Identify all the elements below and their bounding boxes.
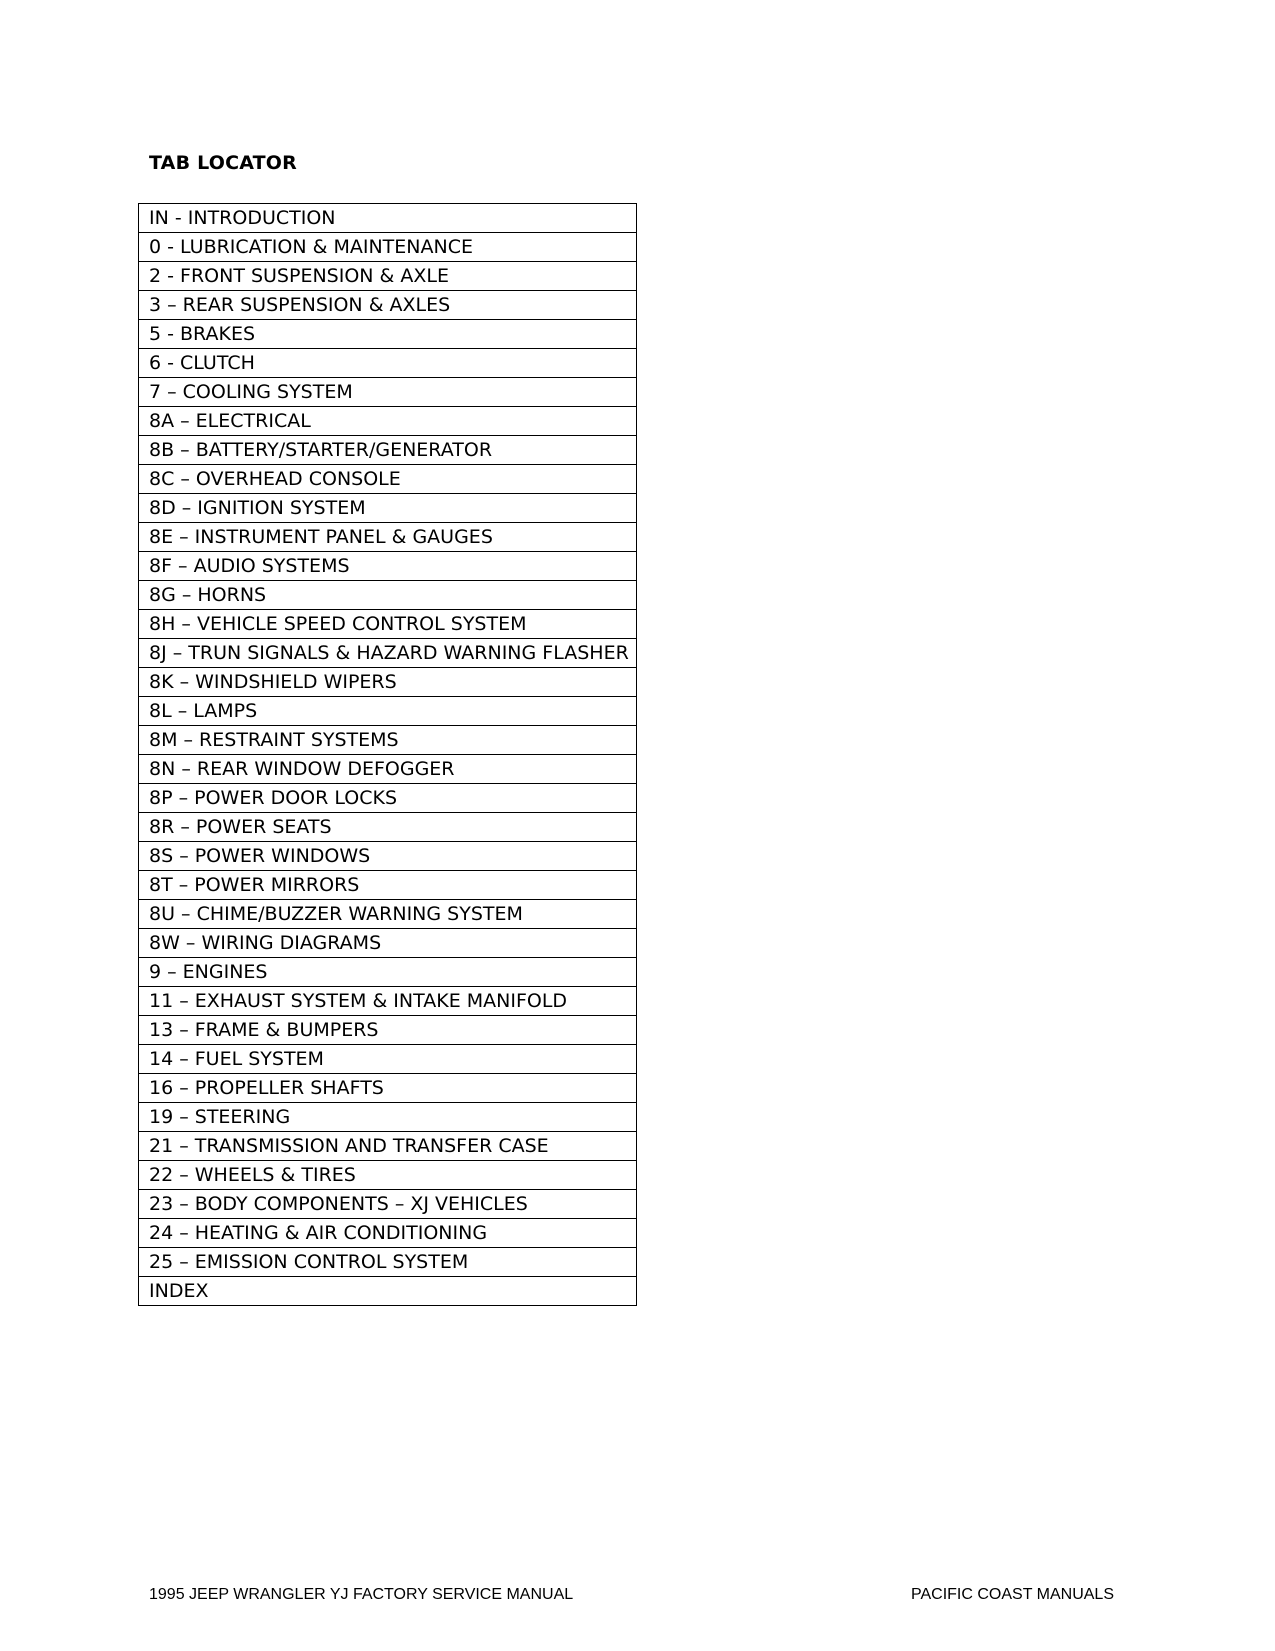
tab-entry[interactable]: 9 – ENGINES [139, 958, 637, 987]
table-row [139, 1045, 637, 1074]
tab-entry[interactable]: 11 – EXHAUST SYSTEM & INTAKE MANIFOLD [139, 987, 637, 1016]
table-row [139, 262, 637, 291]
tab-entry[interactable]: INDEX [139, 1277, 637, 1306]
tab-entry[interactable]: 8D – IGNITION SYSTEM [139, 494, 637, 523]
tab-entry[interactable]: IN - INTRODUCTION [139, 204, 637, 233]
table-row [139, 1161, 637, 1190]
footer-manual-title: 1995 JEEP WRANGLER YJ FACTORY SERVICE MANUAL [149, 1586, 574, 1603]
table-row [139, 349, 637, 378]
tab-entry[interactable]: 16 – PROPELLER SHAFTS [139, 1074, 637, 1103]
tab-entry[interactable]: 8G – HORNS [139, 581, 637, 610]
table-row [139, 1103, 637, 1132]
table-row [139, 987, 637, 1016]
tab-entry[interactable]: 8M – RESTRAINT SYSTEMS [139, 726, 637, 755]
tab-entry[interactable]: 23 – BODY COMPONENTS – XJ VEHICLES [139, 1190, 637, 1219]
table-row [139, 929, 637, 958]
table-row [139, 1016, 637, 1045]
tab-entry[interactable]: 8T – POWER MIRRORS [139, 871, 637, 900]
table-row [139, 784, 637, 813]
table-row [139, 871, 637, 900]
table-row [139, 465, 637, 494]
tab-entry[interactable]: 6 - CLUTCH [139, 349, 637, 378]
tab-entry[interactable]: 8K – WINDSHIELD WIPERS [139, 668, 637, 697]
tab-locator-table [138, 203, 637, 1306]
tab-entry[interactable]: 2 - FRONT SUSPENSION & AXLE [139, 262, 637, 291]
tab-entry[interactable]: 8N – REAR WINDOW DEFOGGER [139, 755, 637, 784]
tab-entry[interactable]: 8C – OVERHEAD CONSOLE [139, 465, 637, 494]
table-row [139, 639, 637, 668]
table-row [139, 813, 637, 842]
table-row [139, 842, 637, 871]
table-row [139, 494, 637, 523]
footer-publisher: PACIFIC COAST MANUALS [911, 1586, 1114, 1603]
table-row [139, 697, 637, 726]
table-row [139, 407, 637, 436]
page-title: TAB LOCATOR [149, 152, 297, 174]
table-row [139, 378, 637, 407]
tab-entry[interactable]: 8W – WIRING DIAGRAMS [139, 929, 637, 958]
table-row [139, 900, 637, 929]
tab-entry[interactable]: 8P – POWER DOOR LOCKS [139, 784, 637, 813]
table-row [139, 320, 637, 349]
table-row [139, 958, 637, 987]
table-row [139, 1074, 637, 1103]
tab-entry[interactable]: 21 – TRANSMISSION AND TRANSFER CASE [139, 1132, 637, 1161]
table-row [139, 436, 637, 465]
table-row [139, 610, 637, 639]
table-row [139, 552, 637, 581]
tab-entry[interactable]: 8R – POWER SEATS [139, 813, 637, 842]
table-row [139, 1219, 637, 1248]
tab-entry[interactable]: 8A – ELECTRICAL [139, 407, 637, 436]
tab-entry[interactable]: 13 – FRAME & BUMPERS [139, 1016, 637, 1045]
tab-entry[interactable]: 5 - BRAKES [139, 320, 637, 349]
table-row [139, 204, 637, 233]
table-row [139, 726, 637, 755]
tab-entry[interactable]: 25 – EMISSION CONTROL SYSTEM [139, 1248, 637, 1277]
tab-entry[interactable]: 8J – TRUN SIGNALS & HAZARD WARNING FLASHER [139, 639, 637, 668]
tab-entry[interactable]: 22 – WHEELS & TIRES [139, 1161, 637, 1190]
table-row [139, 1277, 637, 1306]
table-row [139, 1132, 637, 1161]
tab-entry[interactable]: 8L – LAMPS [139, 697, 637, 726]
table-row [139, 581, 637, 610]
tab-entry[interactable]: 8F – AUDIO SYSTEMS [139, 552, 637, 581]
tab-entry[interactable]: 8U – CHIME/BUZZER WARNING SYSTEM [139, 900, 637, 929]
table-row [139, 233, 637, 262]
tab-locator-rows [139, 204, 637, 1306]
table-row [139, 1190, 637, 1219]
tab-entry[interactable]: 3 – REAR SUSPENSION & AXLES [139, 291, 637, 320]
table-row [139, 1248, 637, 1277]
tab-entry[interactable]: 7 – COOLING SYSTEM [139, 378, 637, 407]
tab-entry[interactable]: 8S – POWER WINDOWS [139, 842, 637, 871]
table-row [139, 291, 637, 320]
tab-entry[interactable]: 8E – INSTRUMENT PANEL & GAUGES [139, 523, 637, 552]
tab-entry[interactable]: 14 – FUEL SYSTEM [139, 1045, 637, 1074]
tab-entry[interactable]: 0 - LUBRICATION & MAINTENANCE [139, 233, 637, 262]
table-row [139, 523, 637, 552]
tab-entry[interactable]: 8B – BATTERY/STARTER/GENERATOR [139, 436, 637, 465]
tab-entry[interactable]: 8H – VEHICLE SPEED CONTROL SYSTEM [139, 610, 637, 639]
table-row [139, 668, 637, 697]
tab-entry[interactable]: 19 – STEERING [139, 1103, 637, 1132]
tab-entry[interactable]: 24 – HEATING & AIR CONDITIONING [139, 1219, 637, 1248]
table-row [139, 755, 637, 784]
